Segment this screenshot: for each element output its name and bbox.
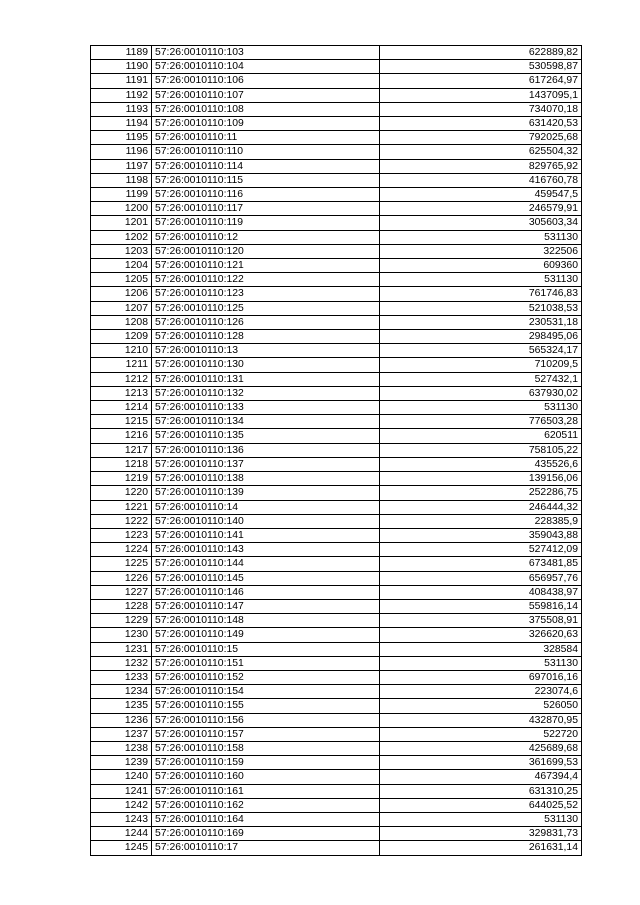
table-row xyxy=(91,344,582,358)
cadastral-number-cell: 57:26:0010110:109 xyxy=(152,117,380,131)
row-number-cell: 1203 xyxy=(91,244,152,258)
cadastral-value-cell: 531130 xyxy=(380,812,582,826)
cadastral-number-cell: 57:26:0010110:147 xyxy=(152,599,380,613)
row-number-cell: 1225 xyxy=(91,557,152,571)
cadastral-value-cell: 631310,25 xyxy=(380,784,582,798)
cadastral-number-cell: 57:26:0010110:121 xyxy=(152,259,380,273)
cadastral-value-cell: 522720 xyxy=(380,727,582,741)
cadastral-value-cell: 531130 xyxy=(380,401,582,415)
table-row xyxy=(91,599,582,613)
cadastral-value-cell: 375508,91 xyxy=(380,614,582,628)
cadastral-value-cell: 622889,82 xyxy=(380,46,582,60)
cadastral-number-cell: 57:26:0010110:146 xyxy=(152,585,380,599)
table-row xyxy=(91,685,582,699)
table-row xyxy=(91,528,582,542)
cadastral-value-cell: 329831,73 xyxy=(380,827,582,841)
cadastral-number-cell: 57:26:0010110:145 xyxy=(152,571,380,585)
cadastral-value-cell: 710209,5 xyxy=(380,358,582,372)
cadastral-value-cell: 467394,4 xyxy=(380,770,582,784)
row-number-cell: 1219 xyxy=(91,472,152,486)
table-row xyxy=(91,500,582,514)
cadastral-number-cell: 57:26:0010110:140 xyxy=(152,514,380,528)
row-number-cell: 1235 xyxy=(91,699,152,713)
cadastral-value-cell: 531130 xyxy=(380,656,582,670)
row-number-cell: 1212 xyxy=(91,372,152,386)
cadastral-value-cell: 322506 xyxy=(380,244,582,258)
table-row xyxy=(91,841,582,855)
cadastral-value-cell: 246444,32 xyxy=(380,500,582,514)
cadastral-number-cell: 57:26:0010110:11 xyxy=(152,131,380,145)
cadastral-number-cell: 57:26:0010110:169 xyxy=(152,827,380,841)
cadastral-value-cell: 435526,6 xyxy=(380,457,582,471)
row-number-cell: 1210 xyxy=(91,344,152,358)
row-number-cell: 1243 xyxy=(91,812,152,826)
cadastral-number-cell: 57:26:0010110:104 xyxy=(152,60,380,74)
table-row xyxy=(91,486,582,500)
row-number-cell: 1238 xyxy=(91,741,152,755)
cadastral-value-cell: 459547,5 xyxy=(380,188,582,202)
cadastral-number-cell: 57:26:0010110:130 xyxy=(152,358,380,372)
table-row xyxy=(91,628,582,642)
table-row xyxy=(91,230,582,244)
table-body xyxy=(91,46,582,856)
table-row xyxy=(91,699,582,713)
cadastral-value-cell: 432870,95 xyxy=(380,713,582,727)
row-number-cell: 1217 xyxy=(91,443,152,457)
cadastral-value-cell: 656957,76 xyxy=(380,571,582,585)
table-row xyxy=(91,117,582,131)
cadastral-value-cell: 527432,1 xyxy=(380,372,582,386)
cadastral-number-cell: 57:26:0010110:106 xyxy=(152,74,380,88)
cadastral-number-cell: 57:26:0010110:152 xyxy=(152,670,380,684)
row-number-cell: 1233 xyxy=(91,670,152,684)
cadastral-value-cell: 526050 xyxy=(380,699,582,713)
row-number-cell: 1201 xyxy=(91,216,152,230)
row-number-cell: 1209 xyxy=(91,330,152,344)
cadastral-number-cell: 57:26:0010110:134 xyxy=(152,415,380,429)
cadastral-number-cell: 57:26:0010110:157 xyxy=(152,727,380,741)
row-number-cell: 1223 xyxy=(91,528,152,542)
cadastral-number-cell: 57:26:0010110:107 xyxy=(152,88,380,102)
row-number-cell: 1227 xyxy=(91,585,152,599)
table-row xyxy=(91,401,582,415)
table-row xyxy=(91,798,582,812)
row-number-cell: 1222 xyxy=(91,514,152,528)
cadastral-number-cell: 57:26:0010110:156 xyxy=(152,713,380,727)
cadastral-number-cell: 57:26:0010110:143 xyxy=(152,543,380,557)
cadastral-number-cell: 57:26:0010110:160 xyxy=(152,770,380,784)
row-number-cell: 1215 xyxy=(91,415,152,429)
row-number-cell: 1231 xyxy=(91,642,152,656)
cadastral-value-cell: 252286,75 xyxy=(380,486,582,500)
row-number-cell: 1228 xyxy=(91,599,152,613)
table-row xyxy=(91,188,582,202)
cadastral-number-cell: 57:26:0010110:120 xyxy=(152,244,380,258)
cadastral-value-cell: 620511 xyxy=(380,429,582,443)
row-number-cell: 1218 xyxy=(91,457,152,471)
row-number-cell: 1193 xyxy=(91,102,152,116)
table-row xyxy=(91,557,582,571)
cadastral-value-cell: 559816,14 xyxy=(380,599,582,613)
row-number-cell: 1205 xyxy=(91,273,152,287)
row-number-cell: 1245 xyxy=(91,841,152,855)
row-number-cell: 1194 xyxy=(91,117,152,131)
row-number-cell: 1242 xyxy=(91,798,152,812)
cadastral-value-cell: 617264,97 xyxy=(380,74,582,88)
table-row xyxy=(91,770,582,784)
cadastral-value-cell: 673481,85 xyxy=(380,557,582,571)
cadastral-value-cell: 521038,53 xyxy=(380,301,582,315)
row-number-cell: 1189 xyxy=(91,46,152,60)
cadastral-number-cell: 57:26:0010110:126 xyxy=(152,315,380,329)
row-number-cell: 1204 xyxy=(91,259,152,273)
table-row xyxy=(91,74,582,88)
row-number-cell: 1237 xyxy=(91,727,152,741)
cadastral-number-cell: 57:26:0010110:141 xyxy=(152,528,380,542)
row-number-cell: 1236 xyxy=(91,713,152,727)
cadastral-value-cell: 408438,97 xyxy=(380,585,582,599)
table-row xyxy=(91,812,582,826)
table-row xyxy=(91,443,582,457)
cadastral-value-cell: 637930,02 xyxy=(380,386,582,400)
table-row xyxy=(91,415,582,429)
cadastral-number-cell: 57:26:0010110:161 xyxy=(152,784,380,798)
table-row xyxy=(91,457,582,471)
table-row xyxy=(91,741,582,755)
table-row xyxy=(91,102,582,116)
table-row xyxy=(91,372,582,386)
cadastral-value-cell: 531130 xyxy=(380,273,582,287)
cadastral-value-cell: 792025,68 xyxy=(380,131,582,145)
row-number-cell: 1197 xyxy=(91,159,152,173)
table-row xyxy=(91,585,582,599)
cadastral-value-cell: 625504,32 xyxy=(380,145,582,159)
cadastral-value-cell: 298495,06 xyxy=(380,330,582,344)
cadastral-number-cell: 57:26:0010110:154 xyxy=(152,685,380,699)
row-number-cell: 1226 xyxy=(91,571,152,585)
cadastral-value-cell: 228385,9 xyxy=(380,514,582,528)
cadastral-number-cell: 57:26:0010110:108 xyxy=(152,102,380,116)
cadastral-number-cell: 57:26:0010110:136 xyxy=(152,443,380,457)
cadastral-value-cell: 631420,53 xyxy=(380,117,582,131)
table-row xyxy=(91,756,582,770)
row-number-cell: 1216 xyxy=(91,429,152,443)
table-row xyxy=(91,88,582,102)
cadastral-number-cell: 57:26:0010110:155 xyxy=(152,699,380,713)
row-number-cell: 1220 xyxy=(91,486,152,500)
table-row xyxy=(91,145,582,159)
table-row xyxy=(91,713,582,727)
table-row xyxy=(91,642,582,656)
cadastral-value-cell: 829765,92 xyxy=(380,159,582,173)
cadastral-number-cell: 57:26:0010110:14 xyxy=(152,500,380,514)
table-row xyxy=(91,259,582,273)
cadastral-number-cell: 57:26:0010110:139 xyxy=(152,486,380,500)
table-row xyxy=(91,244,582,258)
table-row xyxy=(91,429,582,443)
row-number-cell: 1232 xyxy=(91,656,152,670)
cadastral-value-cell: 697016,16 xyxy=(380,670,582,684)
cadastral-number-cell: 57:26:0010110:131 xyxy=(152,372,380,386)
cadastral-value-cell: 416760,78 xyxy=(380,173,582,187)
row-number-cell: 1213 xyxy=(91,386,152,400)
cadastral-number-cell: 57:26:0010110:12 xyxy=(152,230,380,244)
table-row xyxy=(91,358,582,372)
row-number-cell: 1211 xyxy=(91,358,152,372)
cadastral-number-cell: 57:26:0010110:115 xyxy=(152,173,380,187)
row-number-cell: 1200 xyxy=(91,202,152,216)
cadastral-number-cell: 57:26:0010110:114 xyxy=(152,159,380,173)
table-row xyxy=(91,472,582,486)
cadastral-number-cell: 57:26:0010110:144 xyxy=(152,557,380,571)
cadastral-number-cell: 57:26:0010110:132 xyxy=(152,386,380,400)
table-row xyxy=(91,784,582,798)
cadastral-value-cell: 359043,88 xyxy=(380,528,582,542)
row-number-cell: 1198 xyxy=(91,173,152,187)
row-number-cell: 1191 xyxy=(91,74,152,88)
cadastral-value-cell: 530598,87 xyxy=(380,60,582,74)
row-number-cell: 1195 xyxy=(91,131,152,145)
cadastral-value-cell: 261631,14 xyxy=(380,841,582,855)
cadastral-number-cell: 57:26:0010110:159 xyxy=(152,756,380,770)
row-number-cell: 1214 xyxy=(91,401,152,415)
cadastral-value-cell: 609360 xyxy=(380,259,582,273)
cadastral-value-cell: 531130 xyxy=(380,230,582,244)
cadastral-number-cell: 57:26:0010110:137 xyxy=(152,457,380,471)
cadastral-value-cell: 565324,17 xyxy=(380,344,582,358)
table-row xyxy=(91,60,582,74)
cadastral-value-cell: 139156,06 xyxy=(380,472,582,486)
table-row xyxy=(91,656,582,670)
table-row xyxy=(91,46,582,60)
row-number-cell: 1224 xyxy=(91,543,152,557)
table-row xyxy=(91,514,582,528)
cadastral-number-cell: 57:26:0010110:123 xyxy=(152,287,380,301)
cadastral-number-cell: 57:26:0010110:117 xyxy=(152,202,380,216)
cadastral-value-cell: 326620,63 xyxy=(380,628,582,642)
table-row xyxy=(91,670,582,684)
cadastral-number-cell: 57:26:0010110:15 xyxy=(152,642,380,656)
cadastral-number-cell: 57:26:0010110:158 xyxy=(152,741,380,755)
row-number-cell: 1221 xyxy=(91,500,152,514)
table-row xyxy=(91,571,582,585)
cadastral-value-cell: 776503,28 xyxy=(380,415,582,429)
cadastral-number-cell: 57:26:0010110:116 xyxy=(152,188,380,202)
table-row xyxy=(91,301,582,315)
row-number-cell: 1229 xyxy=(91,614,152,628)
row-number-cell: 1206 xyxy=(91,287,152,301)
row-number-cell: 1241 xyxy=(91,784,152,798)
table-row xyxy=(91,315,582,329)
table-row xyxy=(91,131,582,145)
row-number-cell: 1234 xyxy=(91,685,152,699)
row-number-cell: 1240 xyxy=(91,770,152,784)
cadastral-number-cell: 57:26:0010110:103 xyxy=(152,46,380,60)
cadastral-value-cell: 328584 xyxy=(380,642,582,656)
row-number-cell: 1244 xyxy=(91,827,152,841)
row-number-cell: 1202 xyxy=(91,230,152,244)
cadastral-number-cell: 57:26:0010110:110 xyxy=(152,145,380,159)
cadastral-value-cell: 246579,91 xyxy=(380,202,582,216)
table-row xyxy=(91,386,582,400)
row-number-cell: 1199 xyxy=(91,188,152,202)
cadastral-value-cell: 734070,18 xyxy=(380,102,582,116)
cadastral-number-cell: 57:26:0010110:148 xyxy=(152,614,380,628)
cadastral-value-cell: 527412,09 xyxy=(380,543,582,557)
row-number-cell: 1192 xyxy=(91,88,152,102)
table-row xyxy=(91,173,582,187)
cadastral-value-cell: 1437095,1 xyxy=(380,88,582,102)
table-row xyxy=(91,216,582,230)
row-number-cell: 1207 xyxy=(91,301,152,315)
table-row xyxy=(91,202,582,216)
table-row xyxy=(91,287,582,301)
cadastral-value-cell: 761746,83 xyxy=(380,287,582,301)
cadastral-number-cell: 57:26:0010110:13 xyxy=(152,344,380,358)
table-row xyxy=(91,827,582,841)
cadastral-number-cell: 57:26:0010110:149 xyxy=(152,628,380,642)
cadastral-number-cell: 57:26:0010110:151 xyxy=(152,656,380,670)
table-row xyxy=(91,159,582,173)
cadastral-number-cell: 57:26:0010110:164 xyxy=(152,812,380,826)
cadastral-value-cell: 361699,53 xyxy=(380,756,582,770)
row-number-cell: 1208 xyxy=(91,315,152,329)
table-row xyxy=(91,273,582,287)
table-row xyxy=(91,543,582,557)
cadastral-value-cell: 223074,6 xyxy=(380,685,582,699)
table-row xyxy=(91,727,582,741)
cadastral-number-cell: 57:26:0010110:119 xyxy=(152,216,380,230)
row-number-cell: 1190 xyxy=(91,60,152,74)
row-number-cell: 1196 xyxy=(91,145,152,159)
cadastral-number-cell: 57:26:0010110:135 xyxy=(152,429,380,443)
cadastral-number-cell: 57:26:0010110:138 xyxy=(152,472,380,486)
table-row xyxy=(91,614,582,628)
cadastral-number-cell: 57:26:0010110:17 xyxy=(152,841,380,855)
cadastral-value-table xyxy=(90,45,582,856)
row-number-cell: 1239 xyxy=(91,756,152,770)
cadastral-number-cell: 57:26:0010110:122 xyxy=(152,273,380,287)
cadastral-value-cell: 758105,22 xyxy=(380,443,582,457)
table-row xyxy=(91,330,582,344)
cadastral-value-cell: 644025,52 xyxy=(380,798,582,812)
cadastral-number-cell: 57:26:0010110:133 xyxy=(152,401,380,415)
cadastral-number-cell: 57:26:0010110:125 xyxy=(152,301,380,315)
cadastral-value-cell: 425689,68 xyxy=(380,741,582,755)
cadastral-value-cell: 230531,18 xyxy=(380,315,582,329)
cadastral-number-cell: 57:26:0010110:162 xyxy=(152,798,380,812)
cadastral-value-cell: 305603,34 xyxy=(380,216,582,230)
row-number-cell: 1230 xyxy=(91,628,152,642)
cadastral-number-cell: 57:26:0010110:128 xyxy=(152,330,380,344)
